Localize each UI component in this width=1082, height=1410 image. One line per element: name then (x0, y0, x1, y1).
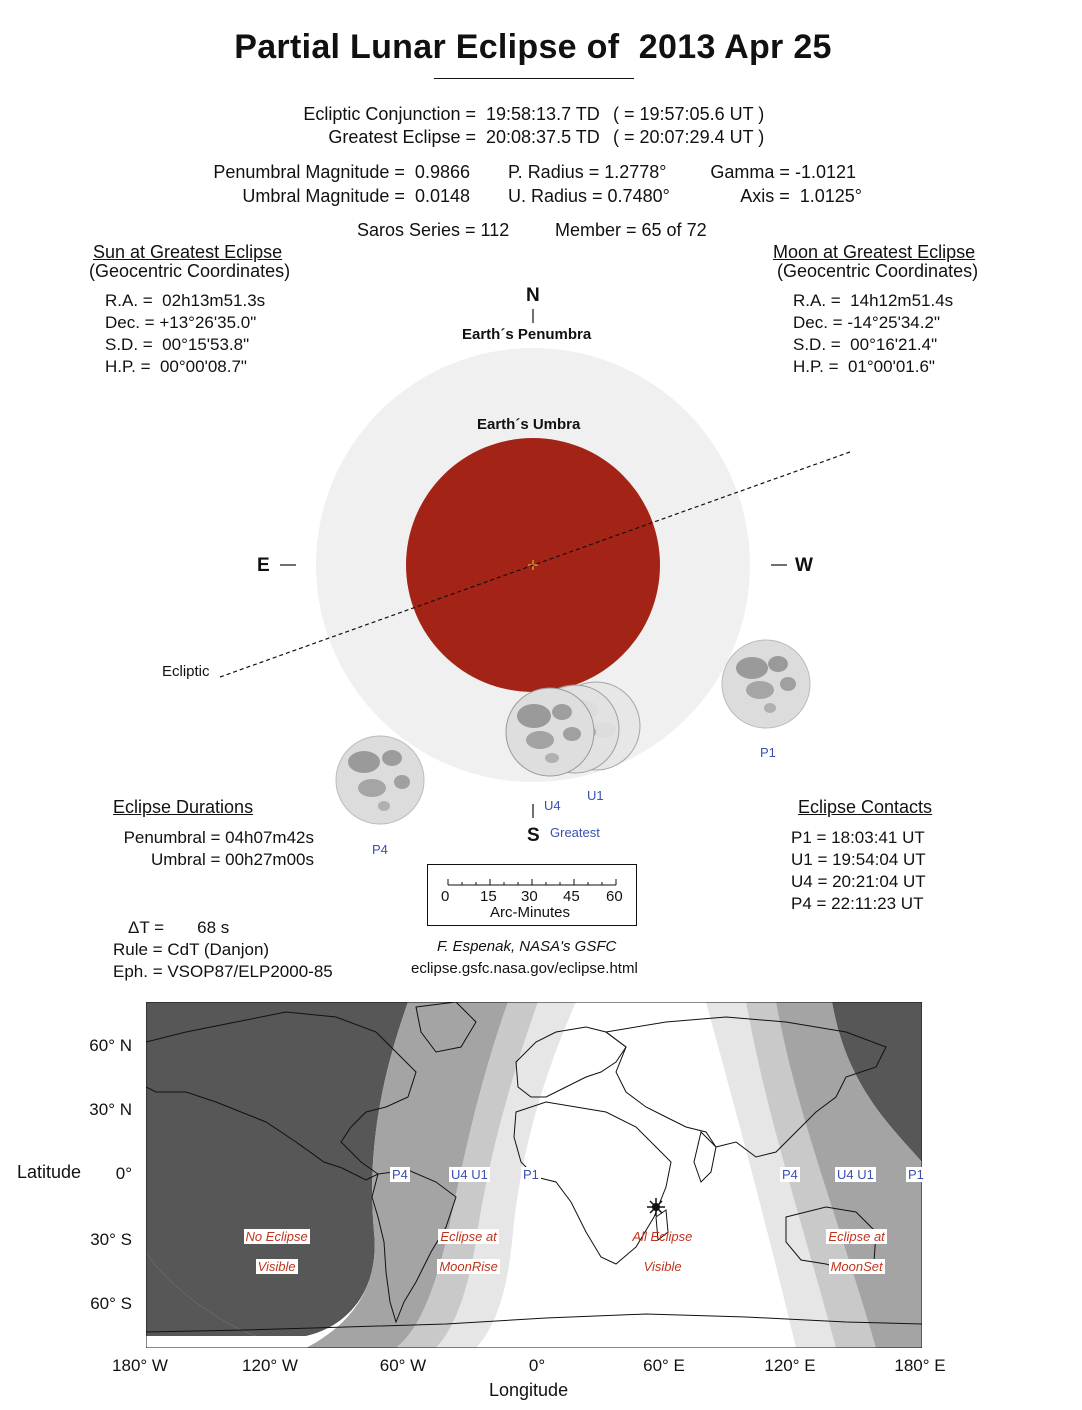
u-radius: U. Radius = 0.7480° (508, 186, 670, 206)
label-moonrise-l1: Eclipse at (440, 1229, 497, 1244)
lon-tick-180w: 180° W (112, 1356, 168, 1375)
map-tag-u4u1-right: U4 U1 (837, 1167, 874, 1182)
scale-tick-45: 45 (563, 888, 580, 905)
durations-heading: Eclipse Durations (113, 797, 254, 817)
p-radius: P. Radius = 1.2778° (508, 162, 667, 182)
scale-tick-0: 0 (441, 888, 450, 905)
scale-tick-15: 15 (480, 888, 497, 905)
sun-ra: R.A. = 02h13m51.3s (105, 291, 266, 310)
penumbral-duration: Penumbral = 04h07m42s (123, 828, 314, 847)
lon-tick-120e: 120° E (764, 1356, 816, 1375)
greatest-label-diagram: Greatest (550, 825, 600, 840)
saros-series: Saros Series = 112 (357, 220, 510, 240)
greatest-label: Greatest Eclipse = (328, 127, 476, 147)
umbra-label: Earth´s Umbra (477, 416, 581, 433)
sun-subheading: (Geocentric Coordinates) (89, 261, 291, 281)
west-label: W (795, 555, 813, 576)
moon-heading: Moon at Greatest Eclipse (773, 242, 976, 262)
penumbral-magnitude: Penumbral Magnitude = 0.9866 (213, 162, 470, 182)
umbral-magnitude: Umbral Magnitude = 0.0148 (242, 186, 470, 206)
source-url: eclipse.gsfc.nasa.gov/eclipse.html (411, 960, 638, 977)
credit: F. Espenak, NASA's GSFC (437, 938, 617, 955)
moon-dec: Dec. = -14°25'34.2" (793, 313, 940, 332)
label-moonset-l2: MoonSet (830, 1259, 883, 1274)
p4-label: P4 (372, 842, 388, 857)
map-tag-u4u1-left: U4 U1 (451, 1167, 488, 1182)
north-label: N (526, 285, 540, 306)
lon-tick-120w: 120° W (242, 1356, 298, 1375)
map-tag-p1-right: P1 (908, 1167, 924, 1182)
lon-tick-180e: 180° E (894, 1356, 946, 1375)
axis: Axis = 1.0125° (740, 186, 862, 206)
map-tag-p4-right: P4 (782, 1167, 798, 1182)
delta-t: ΔT = 68 s (128, 918, 230, 937)
conjunction-label: Ecliptic Conjunction = (303, 104, 476, 124)
label-no-eclipse (228, 1214, 318, 1274)
latitude-label: Latitude (17, 1162, 82, 1182)
moon-hp: H.P. = 01°00'01.6" (793, 357, 935, 376)
lat-tick-60n: 60° N (89, 1036, 132, 1055)
sun-sd: S.D. = 00°15'53.8" (105, 335, 250, 354)
ephemeris: Eph. = VSOP87/ELP2000-85 (113, 962, 333, 981)
contact-u1: U1 = 19:54:04 UT (791, 850, 926, 869)
label-all-visible-l2: Visible (643, 1259, 682, 1274)
lon-tick-0: 0° (528, 1356, 546, 1375)
map-tag-p1-left: P1 (523, 1167, 539, 1182)
penumbra-label: Earth´s Penumbra (462, 326, 592, 343)
east-label: E (257, 555, 270, 576)
label-all-visible (614, 1214, 704, 1274)
moon-subheading: (Geocentric Coordinates) (777, 261, 979, 281)
scale-tick-60: 60 (606, 888, 623, 905)
label-moonrise (420, 1214, 510, 1274)
lat-tick-0: 0° (115, 1164, 132, 1183)
contacts-heading: Eclipse Contacts (798, 797, 933, 817)
lon-tick-60e: 60° E (643, 1356, 685, 1375)
title-underline (434, 78, 634, 79)
greatest-ut: ( = 20:07:29.4 UT ) (613, 127, 765, 147)
sun-hp: H.P. = 00°00'08.7" (105, 357, 247, 376)
scale-box (427, 864, 637, 926)
longitude-label: Longitude (489, 1380, 569, 1400)
moon-ra: R.A. = 14h12m51.4s (793, 291, 954, 310)
conjunction-td: 19:58:13.7 TD (486, 104, 600, 124)
label-all-visible-l1: All Eclipse (632, 1229, 693, 1244)
u4-label: U4 (544, 798, 561, 813)
saros-member: Member = 65 of 72 (555, 220, 707, 240)
lat-tick-30s: 30° S (90, 1230, 132, 1249)
moon-sd: S.D. = 00°16'21.4" (793, 335, 938, 354)
conjunction-ut: ( = 19:57:05.6 UT ) (613, 104, 765, 124)
scale-label: Arc-Minutes (490, 904, 571, 921)
contact-p1: P1 = 18:03:41 UT (791, 828, 925, 847)
label-moonset (808, 1214, 898, 1274)
label-no-eclipse-l2: Visible (257, 1259, 296, 1274)
p1-label: P1 (760, 745, 776, 760)
scale-tick-30: 30 (521, 888, 538, 905)
contact-u4: U4 = 20:21:04 UT (791, 872, 926, 891)
map-tag-p4-left: P4 (392, 1167, 408, 1182)
lat-tick-60s: 60° S (90, 1294, 132, 1313)
contact-p4: P4 = 22:11:23 UT (791, 894, 924, 913)
sun-dec: Dec. = +13°26'35.0" (105, 313, 257, 332)
lat-tick-30n: 30° N (89, 1100, 132, 1119)
greatest-td: 20:08:37.5 TD (486, 127, 600, 147)
label-moonset-l1: Eclipse at (828, 1229, 885, 1244)
label-moonrise-l2: MoonRise (439, 1259, 498, 1274)
lon-tick-60w: 60° W (379, 1356, 427, 1375)
south-label: S (527, 825, 540, 846)
label-no-eclipse-l1: No Eclipse (245, 1229, 308, 1244)
sun-heading: Sun at Greatest Eclipse (93, 242, 283, 262)
ecliptic-label: Ecliptic (162, 663, 210, 680)
page-title: Partial Lunar Eclipse of 2013 Apr 25 (234, 28, 832, 66)
u1-label: U1 (587, 788, 604, 803)
gamma: Gamma = -1.0121 (710, 162, 856, 182)
umbral-duration: Umbral = 00h27m00s (150, 850, 314, 869)
rule: Rule = CdT (Danjon) (113, 940, 270, 959)
